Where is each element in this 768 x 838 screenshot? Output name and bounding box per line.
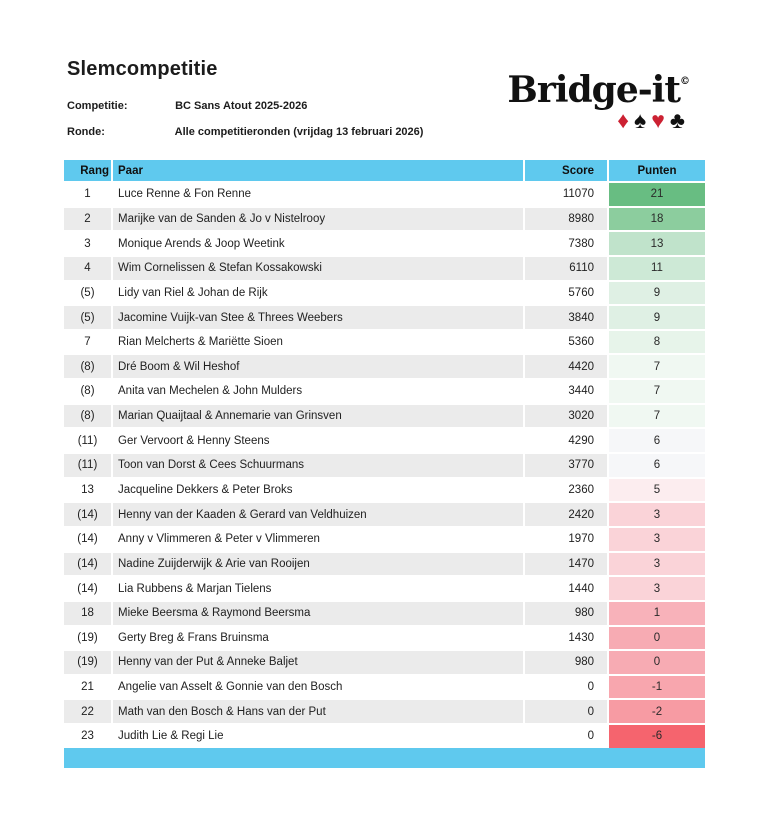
pair-cell: Rian Melcherts & Mariëtte Sioen [112,330,524,355]
score-cell: 4290 [524,428,608,453]
table-row [64,404,705,429]
punten-cell: 0 [608,626,705,651]
score-cell: 0 [524,675,608,700]
table-row [64,256,705,281]
pair-cell: Marian Quaijtaal & Annemarie van Grinsven [112,404,524,429]
table-row [64,650,705,675]
results-table-body [64,182,705,749]
score-cell: 980 [524,601,608,626]
table-row [64,502,705,527]
rank-cell: (5) [64,281,112,306]
table-row [64,675,705,700]
table-row [64,330,705,355]
rank-cell: (11) [64,453,112,478]
punten-cell: 7 [608,404,705,429]
punten-cell: 13 [608,231,705,256]
pair-cell: Math van den Bosch & Hans van der Put [112,699,524,724]
logo-suits [507,109,690,132]
punten-cell: -1 [608,675,705,700]
rank-cell: (19) [64,626,112,651]
pair-cell: Toon van Dorst & Cees Schuurmans [112,453,524,478]
rank-cell: (5) [64,305,112,330]
logo-wordmark: Bridge-it© [507,69,690,111]
rank-cell: (14) [64,576,112,601]
competitie-value: BC Sans Atout 2025-2026 [175,100,308,112]
table-row [64,552,705,577]
score-cell: 5760 [524,281,608,306]
pair-cell: Anny v Vlimmeren & Peter v Vlimmeren [112,527,524,552]
rank-cell: 3 [64,231,112,256]
punten-cell: 9 [608,281,705,306]
bridge-it-logo [507,69,690,133]
pair-cell: Angelie van Asselt & Gonnie van den Bosch [112,675,524,700]
table-row [64,207,705,232]
rank-cell: (8) [64,404,112,429]
club-icon: ♣ [669,107,690,133]
pair-cell: Nadine Zuijderwijk & Arie van Rooijen [112,552,524,577]
pair-cell: Jacomine Vuijk-van Stee & Threes Weebers [112,305,524,330]
copyright-symbol: © [680,76,690,87]
results-table-header [64,160,705,182]
rank-cell: (14) [64,527,112,552]
pair-cell: Marijke van de Sanden & Jo v Nistelrooy [112,207,524,232]
score-cell: 6110 [524,256,608,281]
punten-cell: 8 [608,330,705,355]
pair-cell: Wim Cornelissen & Stefan Kossakowski [112,256,524,281]
rank-cell: (8) [64,354,112,379]
score-cell: 11070 [524,182,608,207]
table-row [64,379,705,404]
pair-cell: Luce Renne & Fon Renne [112,182,524,207]
rank-cell: 18 [64,601,112,626]
pair-cell: Henny van der Put & Anneke Baljet [112,650,524,675]
punten-cell: -2 [608,699,705,724]
score-cell: 8980 [524,207,608,232]
table-row [64,453,705,478]
pair-cell: Lia Rubbens & Marjan Tielens [112,576,524,601]
punten-cell: 7 [608,354,705,379]
column-header-punten: Punten [608,160,705,182]
punten-cell: 21 [608,182,705,207]
punten-cell: 3 [608,552,705,577]
punten-cell: 18 [608,207,705,232]
punten-cell: 7 [608,379,705,404]
rank-cell: 7 [64,330,112,355]
pair-cell: Gerty Breg & Frans Bruinsma [112,626,524,651]
score-cell: 1440 [524,576,608,601]
punten-cell: 6 [608,453,705,478]
table-row [64,601,705,626]
table-row [64,527,705,552]
score-cell: 3840 [524,305,608,330]
punten-cell: 11 [608,256,705,281]
punten-cell: 5 [608,478,705,503]
pair-cell: Anita van Mechelen & John Mulders [112,379,524,404]
rank-cell: (19) [64,650,112,675]
rank-cell: (14) [64,552,112,577]
rank-cell: 2 [64,207,112,232]
pair-cell: Lidy van Riel & Johan de Rijk [112,281,524,306]
pair-cell: Mieke Beersma & Raymond Beersma [112,601,524,626]
punten-cell: -6 [608,724,705,749]
heart-icon: ♥ [651,107,670,133]
score-cell: 2360 [524,478,608,503]
ronde-row [67,126,423,138]
rank-cell: (11) [64,428,112,453]
rank-cell: 22 [64,699,112,724]
table-row [64,699,705,724]
score-cell: 980 [524,650,608,675]
table-row [64,231,705,256]
punten-cell: 3 [608,576,705,601]
column-header-paar: Paar [112,160,524,182]
score-cell: 7380 [524,231,608,256]
footer-bar [64,748,705,768]
ronde-value: Alle competitieronden (vrijdag 13 februari 2026) [174,126,424,138]
score-cell: 1970 [524,527,608,552]
score-cell: 1430 [524,626,608,651]
rank-cell: 13 [64,478,112,503]
column-header-score: Score [524,160,608,182]
rank-cell: 1 [64,182,112,207]
pair-cell: Jacqueline Dekkers & Peter Broks [112,478,524,503]
pair-cell: Dré Boom & Wil Heshof [112,354,524,379]
table-row [64,626,705,651]
table-row [64,576,705,601]
spade-icon: ♠ [634,107,652,133]
table-row [64,724,705,749]
pair-cell: Ger Vervoort & Henny Steens [112,428,524,453]
results-table [64,160,705,750]
rank-cell: (14) [64,502,112,527]
table-row [64,182,705,207]
pair-cell: Monique Arends & Joop Weetink [112,231,524,256]
rank-cell: (8) [64,379,112,404]
score-cell: 0 [524,724,608,749]
score-cell: 5360 [524,330,608,355]
rank-cell: 21 [64,675,112,700]
table-row [64,354,705,379]
punten-cell: 1 [608,601,705,626]
score-cell: 3020 [524,404,608,429]
punten-cell: 3 [608,502,705,527]
column-header-rang: Rang [64,160,112,182]
rank-cell: 4 [64,256,112,281]
competitie-row [67,100,307,112]
page-title: Slemcompetitie [67,58,218,80]
rank-cell: 23 [64,724,112,749]
score-cell: 3770 [524,453,608,478]
punten-cell: 6 [608,428,705,453]
punten-cell: 0 [608,650,705,675]
table-row [64,478,705,503]
table-row [64,281,705,306]
score-cell: 3440 [524,379,608,404]
score-cell: 4420 [524,354,608,379]
punten-cell: 3 [608,527,705,552]
competitie-label: Competitie: [67,100,128,112]
score-cell: 2420 [524,502,608,527]
table-row [64,428,705,453]
diamond-icon: ♦ [617,107,635,133]
pair-cell: Henny van der Kaaden & Gerard van Veldhuizen [112,502,524,527]
score-cell: 1470 [524,552,608,577]
punten-cell: 9 [608,305,705,330]
pair-cell: Judith Lie & Regi Lie [112,724,524,749]
score-cell: 0 [524,699,608,724]
ronde-label: Ronde: [67,126,105,138]
table-row [64,305,705,330]
